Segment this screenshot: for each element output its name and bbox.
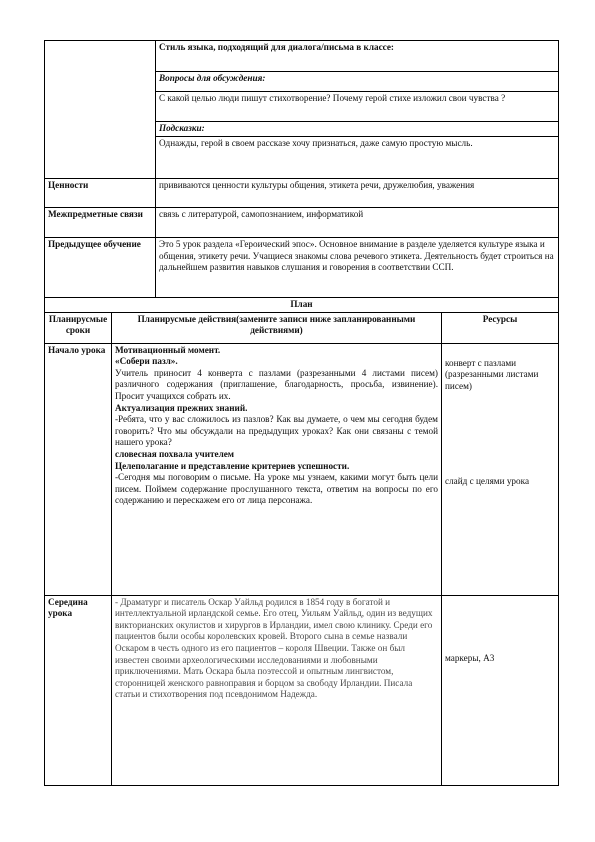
markers-resource: маркеры, А3 <box>445 652 495 663</box>
praise-line: словесная похвала учителем <box>115 448 235 459</box>
plan-header-time: Планирусмые сроки <box>45 312 112 343</box>
plan-title: План <box>45 298 559 313</box>
slide-resource: слайд с целями урока <box>445 476 530 487</box>
start-resources <box>442 343 559 595</box>
puzzle-text: Учитель приносит 4 конверта с пазлами (разрезанными 4 листами писем) различного содержания (приглашение, благодарность, просьба, извинение). Просит учащихся собрать их. <box>115 367 438 401</box>
start-label: Начало урока <box>45 343 112 595</box>
question-text: С какой целью люди пишут стихотворение? Почему герой стихе изложил свои чувства ? <box>156 92 559 122</box>
previous-learning-label: Предыдущее обучение <box>45 238 156 298</box>
start-content <box>112 343 442 595</box>
empty-cell <box>45 41 156 179</box>
previous-learning-text: Это 5 урок раздела «Героический эпос». Основное внимание в разделе уделяется культуре языка и общения, этикету речи. Учащиеся знакомы слова речевого этикета. Деятельность будет строиться на дальнейшем развития навыков слушания и говорения в соответствии ССП. <box>156 238 559 298</box>
middle-text: - Драматург и писатель Оскар Уайльд родился в 1854 году в богатой и интеллектуальной ирландской семье. Его отец, Уильям Уайльд, один из ведущих викторианских окулистов и хирургов в Ирландии, имел свою клинику. Среди его пациентов были особы королевских кровей. Второго сына в семье назвали Оскаром в честь одного из его пациентов – короля Швеции. Также он был известен своими археологическими исследованиями и любовными приключениями. Мать Оскара была поэтессой и опытным лингвистом, сторонницей женского равноправия и борцом за свободу Ирландии. Писала статьи и стихотворения под псевдонимом Надежда. <box>112 595 442 785</box>
middle-label: Середина урока <box>45 595 112 785</box>
puzzle-heading: «Собери пазл». <box>115 356 178 367</box>
goal-text: -Сегодня мы поговорим о письме. На уроке мы узнаем, какими могут быть цели писем. Поймем содержание прослушанного текста, ответим на вопросы по его содержанию и перескажем его от лица персонажа. <box>115 472 438 506</box>
questions-heading: Вопросы для обсуждения: <box>156 72 559 92</box>
plan-header-resources: Ресурсы <box>442 312 559 343</box>
goal-heading: Целеполагание и представление критериев успешности. <box>115 460 350 471</box>
values-label: Ценности <box>45 179 156 208</box>
middle-resources <box>442 595 559 785</box>
hint-text: Однажды, герой в своем рассказе хочу признаться, даже самую простую мысль. <box>156 137 559 179</box>
style-line: Стиль языка, подходящий для диалога/письма в классе: <box>156 41 559 72</box>
values-text: прививаются ценности культуры общения, этикета речи, дружелюбия, уважения <box>156 179 559 208</box>
envelope-resource: конверт с пазлами (разрезанными листами писем) <box>445 357 539 391</box>
lesson-plan-table <box>44 40 559 786</box>
plan-header-actions: Планирусмые действия(замените записи ниже запланированными действиями) <box>112 312 442 343</box>
hints-heading: Подсказки: <box>156 122 559 137</box>
interdisciplinary-text: связь с литературой, самопознанием, информатикой <box>156 208 559 238</box>
actualization-heading: Актуализация прежних знаний. <box>115 402 248 413</box>
motivation-heading: Мотивационный момент. <box>115 344 221 355</box>
interdisciplinary-label: Межпредметные связи <box>45 208 156 238</box>
actualization-text: -Ребята, что у вас сложилось из пазлов? Как вы думаете, о чем мы сегодня будем говорить? Что мы обсуждали на предыдущих уроках? Как они связаны с темой нашего урока? <box>115 414 438 448</box>
